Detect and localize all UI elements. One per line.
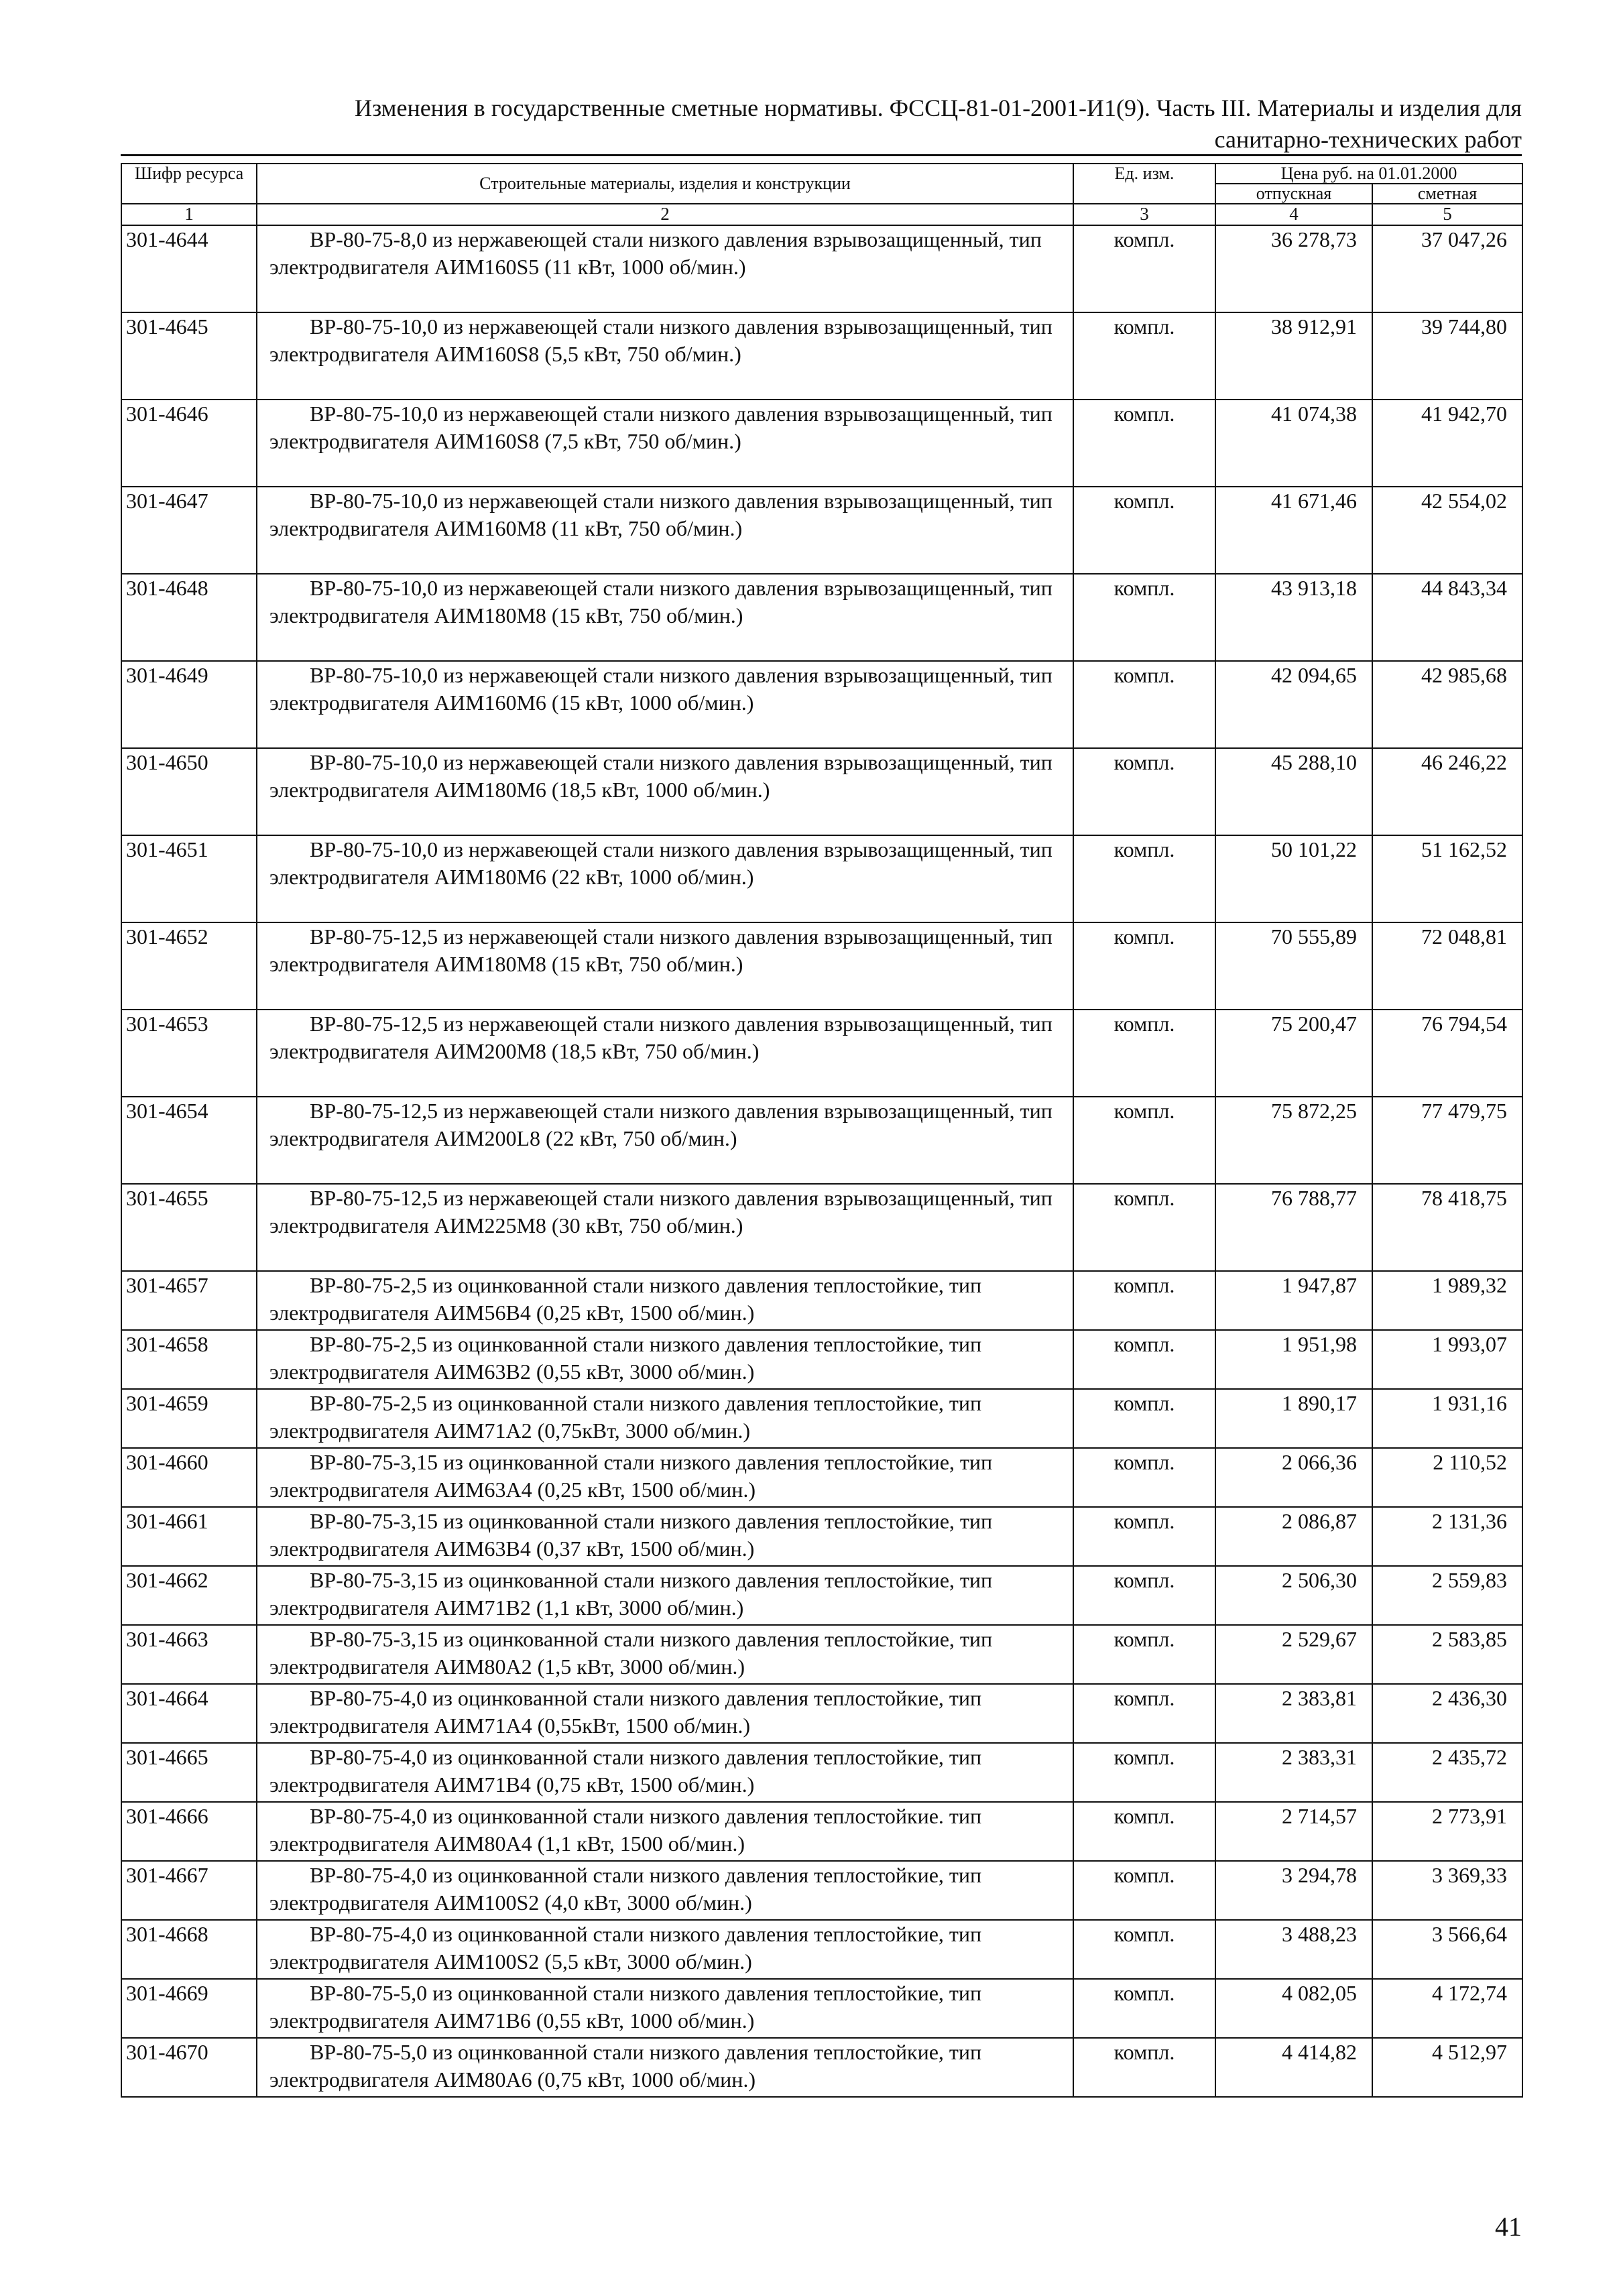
unit-cell: компл. <box>1073 312 1215 400</box>
table-row <box>121 1979 1522 2038</box>
resource-code-cell: 301-4645 <box>121 312 257 400</box>
release-price-cell: 4 082,05 <box>1215 1979 1372 2038</box>
material-name-cell: ВР-80-75-4,0 из оцинкованной стали низкого давления теплостойкие, тип электродвигателя АИМ71В4 (0,75 кВт, 1500 об/мин.) <box>257 1743 1073 1802</box>
material-name-cell: ВР-80-75-10,0 из нержавеющей стали низкого давления взрывозащищенный, тип электродвигателя АИМ180М6 (22 кВт, 1000 об/мин.) <box>257 835 1073 922</box>
estimate-price-cell: 78 418,75 <box>1372 1184 1522 1271</box>
release-price-cell: 2 086,87 <box>1215 1507 1372 1566</box>
estimate-price-cell: 3 369,33 <box>1372 1861 1522 1920</box>
release-price-cell: 70 555,89 <box>1215 922 1372 1010</box>
resource-code-cell: 301-4659 <box>121 1389 257 1448</box>
column-header-code: Шифр ресурса <box>121 164 257 204</box>
release-price-cell: 1 951,98 <box>1215 1330 1372 1389</box>
table-row <box>121 1448 1522 1507</box>
column-number-5: 5 <box>1372 204 1522 225</box>
material-name-cell: ВР-80-75-10,0 из нержавеющей стали низкого давления взрывозащищенный, тип электродвигателя АИМ160S8 (7,5 кВт, 750 об/мин.) <box>257 400 1073 487</box>
column-header-estimate-price: сметная <box>1372 184 1522 204</box>
material-name-cell: ВР-80-75-3,15 из оцинкованной стали низкого давления теплостойкие, тип электродвигателя АИМ71В2 (1,1 кВт, 3000 об/мин.) <box>257 1566 1073 1625</box>
unit-cell: компл. <box>1073 574 1215 661</box>
estimate-price-cell: 41 942,70 <box>1372 400 1522 487</box>
material-name-cell: ВР-80-75-10,0 из нержавеющей стали низкого давления взрывозащищенный, тип электродвигателя АИМ160М8 (11 кВт, 750 об/мин.) <box>257 487 1073 574</box>
resource-code-cell: 301-4664 <box>121 1684 257 1743</box>
release-price-cell: 45 288,10 <box>1215 748 1372 835</box>
resource-code-cell: 301-4654 <box>121 1097 257 1184</box>
estimate-price-cell: 1 931,16 <box>1372 1389 1522 1448</box>
table-row <box>121 1861 1522 1920</box>
unit-cell: компл. <box>1073 2038 1215 2097</box>
unit-cell: компл. <box>1073 1184 1215 1271</box>
unit-cell: компл. <box>1073 1802 1215 1861</box>
resource-code-cell: 301-4670 <box>121 2038 257 2097</box>
resource-code-cell: 301-4648 <box>121 574 257 661</box>
column-header-release-price: отпускная <box>1215 184 1372 204</box>
resource-code-cell: 301-4647 <box>121 487 257 574</box>
estimate-price-cell: 76 794,54 <box>1372 1010 1522 1097</box>
document-title-line-1: Изменения в государственные сметные нормативы. ФССЦ-81-01-2001-И1(9). Часть III. Материалы и изделия для <box>354 95 1522 121</box>
table-row <box>121 1566 1522 1625</box>
column-number-1: 1 <box>121 204 257 225</box>
estimate-price-cell: 3 566,64 <box>1372 1920 1522 1979</box>
table-row <box>121 1184 1522 1271</box>
release-price-cell: 41 074,38 <box>1215 400 1372 487</box>
table-row <box>121 661 1522 748</box>
release-price-cell: 2 714,57 <box>1215 1802 1372 1861</box>
resource-code-cell: 301-4662 <box>121 1566 257 1625</box>
column-header-price-group: Цена руб. на 01.01.2000 <box>1215 164 1522 184</box>
estimate-price-cell: 42 554,02 <box>1372 487 1522 574</box>
release-price-cell: 2 383,31 <box>1215 1743 1372 1802</box>
resource-code-cell: 301-4649 <box>121 661 257 748</box>
release-price-cell: 3 294,78 <box>1215 1861 1372 1920</box>
release-price-cell: 2 506,30 <box>1215 1566 1372 1625</box>
table-row <box>121 1389 1522 1448</box>
unit-cell: компл. <box>1073 225 1215 312</box>
unit-cell: компл. <box>1073 1566 1215 1625</box>
resource-code-cell: 301-4655 <box>121 1184 257 1271</box>
unit-cell: компл. <box>1073 400 1215 487</box>
estimate-price-cell: 2 773,91 <box>1372 1802 1522 1861</box>
unit-cell: компл. <box>1073 487 1215 574</box>
unit-cell: компл. <box>1073 1979 1215 2038</box>
material-name-cell: ВР-80-75-3,15 из оцинкованной стали низкого давления теплостойкие, тип электродвигателя АИМ63В4 (0,37 кВт, 1500 об/мин.) <box>257 1507 1073 1566</box>
price-table <box>121 163 1523 2098</box>
estimate-price-cell: 44 843,34 <box>1372 574 1522 661</box>
estimate-price-cell: 39 744,80 <box>1372 312 1522 400</box>
material-name-cell: ВР-80-75-12,5 из нержавеющей стали низкого давления взрывозащищенный, тип электродвигателя АИМ200L8 (22 кВт, 750 об/мин.) <box>257 1097 1073 1184</box>
estimate-price-cell: 2 131,36 <box>1372 1507 1522 1566</box>
table-body <box>121 225 1522 2097</box>
resource-code-cell: 301-4668 <box>121 1920 257 1979</box>
table-row <box>121 312 1522 400</box>
resource-code-cell: 301-4665 <box>121 1743 257 1802</box>
table-row <box>121 574 1522 661</box>
material-name-cell: ВР-80-75-2,5 из оцинкованной стали низкого давления теплостойкие, тип электродвигателя АИМ63В2 (0,55 кВт, 3000 об/мин.) <box>257 1330 1073 1389</box>
material-name-cell: ВР-80-75-2,5 из оцинкованной стали низкого давления теплостойкие, тип электродвигателя АИМ71А2 (0,75кВт, 3000 об/мин.) <box>257 1389 1073 1448</box>
material-name-cell: ВР-80-75-12,5 из нержавеющей стали низкого давления взрывозащищенный, тип электродвигателя АИМ200М8 (18,5 кВт, 750 об/мин.) <box>257 1010 1073 1097</box>
release-price-cell: 42 094,65 <box>1215 661 1372 748</box>
column-number-4: 4 <box>1215 204 1372 225</box>
release-price-cell: 75 200,47 <box>1215 1010 1372 1097</box>
unit-cell: компл. <box>1073 835 1215 922</box>
material-name-cell: ВР-80-75-3,15 из оцинкованной стали низкого давления теплостойкие, тип электродвигателя АИМ63А4 (0,25 кВт, 1500 об/мин.) <box>257 1448 1073 1507</box>
column-number-2: 2 <box>257 204 1073 225</box>
table-row <box>121 2038 1522 2097</box>
table-row <box>121 1920 1522 1979</box>
unit-cell: компл. <box>1073 1507 1215 1566</box>
table-row <box>121 1010 1522 1097</box>
header-rule <box>121 154 1522 156</box>
unit-cell: компл. <box>1073 1684 1215 1743</box>
estimate-price-cell: 2 435,72 <box>1372 1743 1522 1802</box>
table-row <box>121 400 1522 487</box>
table-row <box>121 1507 1522 1566</box>
table-row <box>121 1271 1522 1330</box>
page-number: 41 <box>1495 2212 1522 2242</box>
table-row <box>121 487 1522 574</box>
estimate-price-cell: 4 172,74 <box>1372 1979 1522 2038</box>
resource-code-cell: 301-4669 <box>121 1979 257 2038</box>
material-name-cell: ВР-80-75-12,5 из нержавеющей стали низкого давления взрывозащищенный, тип электродвигателя АИМ225М8 (30 кВт, 750 об/мин.) <box>257 1184 1073 1271</box>
material-name-cell: ВР-80-75-5,0 из оцинкованной стали низкого давления теплостойкие, тип электродвигателя АИМ80А6 (0,75 кВт, 1000 об/мин.) <box>257 2038 1073 2097</box>
release-price-cell: 41 671,46 <box>1215 487 1372 574</box>
estimate-price-cell: 2 559,83 <box>1372 1566 1522 1625</box>
table-row <box>121 1684 1522 1743</box>
table-row <box>121 1330 1522 1389</box>
table-row <box>121 922 1522 1010</box>
unit-cell: компл. <box>1073 661 1215 748</box>
estimate-price-cell: 37 047,26 <box>1372 225 1522 312</box>
estimate-price-cell: 46 246,22 <box>1372 748 1522 835</box>
release-price-cell: 1 947,87 <box>1215 1271 1372 1330</box>
unit-cell: компл. <box>1073 1010 1215 1097</box>
column-number-3: 3 <box>1073 204 1215 225</box>
resource-code-cell: 301-4653 <box>121 1010 257 1097</box>
unit-cell: компл. <box>1073 1389 1215 1448</box>
material-name-cell: ВР-80-75-2,5 из оцинкованной стали низкого давления теплостойкие, тип электродвигателя АИМ56В4 (0,25 кВт, 1500 об/мин.) <box>257 1271 1073 1330</box>
estimate-price-cell: 2 583,85 <box>1372 1625 1522 1684</box>
release-price-cell: 36 278,73 <box>1215 225 1372 312</box>
estimate-price-cell: 51 162,52 <box>1372 835 1522 922</box>
estimate-price-cell: 77 479,75 <box>1372 1097 1522 1184</box>
resource-code-cell: 301-4650 <box>121 748 257 835</box>
unit-cell: компл. <box>1073 922 1215 1010</box>
resource-code-cell: 301-4644 <box>121 225 257 312</box>
material-name-cell: ВР-80-75-10,0 из нержавеющей стали низкого давления взрывозащищенный, тип электродвигателя АИМ180М6 (18,5 кВт, 1000 об/мин.) <box>257 748 1073 835</box>
table-row <box>121 1097 1522 1184</box>
release-price-cell: 76 788,77 <box>1215 1184 1372 1271</box>
release-price-cell: 43 913,18 <box>1215 574 1372 661</box>
material-name-cell: ВР-80-75-8,0 из нержавеющей стали низкого давления взрывозащищенный, тип электродвигателя АИМ160S5 (11 кВт, 1000 об/мин.) <box>257 225 1073 312</box>
material-name-cell: ВР-80-75-12,5 из нержавеющей стали низкого давления взрывозащищенный, тип электродвигателя АИМ180М8 (15 кВт, 750 об/мин.) <box>257 922 1073 1010</box>
table-row <box>121 1802 1522 1861</box>
document-header <box>121 93 1522 156</box>
column-header-name: Строительные материалы, изделия и конструкции <box>257 164 1073 204</box>
estimate-price-cell: 72 048,81 <box>1372 922 1522 1010</box>
unit-cell: компл. <box>1073 748 1215 835</box>
release-price-cell: 2 529,67 <box>1215 1625 1372 1684</box>
unit-cell: компл. <box>1073 1271 1215 1330</box>
material-name-cell: ВР-80-75-4,0 из оцинкованной стали низкого давления теплостойкие, тип электродвигателя АИМ100S2 (4,0 кВт, 3000 об/мин.) <box>257 1861 1073 1920</box>
unit-cell: компл. <box>1073 1743 1215 1802</box>
unit-cell: компл. <box>1073 1448 1215 1507</box>
material-name-cell: ВР-80-75-10,0 из нержавеющей стали низкого давления взрывозащищенный, тип электродвигателя АИМ160М6 (15 кВт, 1000 об/мин.) <box>257 661 1073 748</box>
table-row <box>121 748 1522 835</box>
resource-code-cell: 301-4646 <box>121 400 257 487</box>
release-price-cell: 75 872,25 <box>1215 1097 1372 1184</box>
estimate-price-cell: 4 512,97 <box>1372 2038 1522 2097</box>
unit-cell: компл. <box>1073 1861 1215 1920</box>
table-row <box>121 835 1522 922</box>
material-name-cell: ВР-80-75-4,0 из оцинкованной стали низкого давления теплостойкие, тип электродвигателя АИМ100S2 (5,5 кВт, 3000 об/мин.) <box>257 1920 1073 1979</box>
release-price-cell: 4 414,82 <box>1215 2038 1372 2097</box>
table-row <box>121 1743 1522 1802</box>
resource-code-cell: 301-4657 <box>121 1271 257 1330</box>
material-name-cell: ВР-80-75-5,0 из оцинкованной стали низкого давления теплостойкие, тип электродвигателя АИМ71В6 (0,55 кВт, 1000 об/мин.) <box>257 1979 1073 2038</box>
estimate-price-cell: 42 985,68 <box>1372 661 1522 748</box>
estimate-price-cell: 2 436,30 <box>1372 1684 1522 1743</box>
unit-cell: компл. <box>1073 1920 1215 1979</box>
material-name-cell: ВР-80-75-4,0 из оцинкованной стали низкого давления теплостойкие. тип электродвигателя АИМ80А4 (1,1 кВт, 1500 об/мин.) <box>257 1802 1073 1861</box>
column-header-unit: Ед. изм. <box>1073 164 1215 204</box>
resource-code-cell: 301-4651 <box>121 835 257 922</box>
unit-cell: компл. <box>1073 1625 1215 1684</box>
document-title-line-2: санитарно-технических работ <box>1214 126 1522 153</box>
resource-code-cell: 301-4663 <box>121 1625 257 1684</box>
release-price-cell: 2 066,36 <box>1215 1448 1372 1507</box>
resource-code-cell: 301-4660 <box>121 1448 257 1507</box>
material-name-cell: ВР-80-75-4,0 из оцинкованной стали низкого давления теплостойкие, тип электродвигателя АИМ71А4 (0,55кВт, 1500 об/мин.) <box>257 1684 1073 1743</box>
table-row <box>121 1625 1522 1684</box>
release-price-cell: 38 912,91 <box>1215 312 1372 400</box>
release-price-cell: 3 488,23 <box>1215 1920 1372 1979</box>
material-name-cell: ВР-80-75-10,0 из нержавеющей стали низкого давления взрывозащищенный, тип электродвигателя АИМ160S8 (5,5 кВт, 750 об/мин.) <box>257 312 1073 400</box>
unit-cell: компл. <box>1073 1097 1215 1184</box>
release-price-cell: 50 101,22 <box>1215 835 1372 922</box>
release-price-cell: 1 890,17 <box>1215 1389 1372 1448</box>
release-price-cell: 2 383,81 <box>1215 1684 1372 1743</box>
estimate-price-cell: 1 993,07 <box>1372 1330 1522 1389</box>
resource-code-cell: 301-4652 <box>121 922 257 1010</box>
unit-cell: компл. <box>1073 1330 1215 1389</box>
estimate-price-cell: 1 989,32 <box>1372 1271 1522 1330</box>
estimate-price-cell: 2 110,52 <box>1372 1448 1522 1507</box>
resource-code-cell: 301-4661 <box>121 1507 257 1566</box>
table-row <box>121 225 1522 312</box>
material-name-cell: ВР-80-75-10,0 из нержавеющей стали низкого давления взрывозащищенный, тип электродвигателя АИМ180М8 (15 кВт, 750 об/мин.) <box>257 574 1073 661</box>
resource-code-cell: 301-4658 <box>121 1330 257 1389</box>
resource-code-cell: 301-4667 <box>121 1861 257 1920</box>
material-name-cell: ВР-80-75-3,15 из оцинкованной стали низкого давления теплостойкие, тип электродвигателя АИМ80А2 (1,5 кВт, 3000 об/мин.) <box>257 1625 1073 1684</box>
resource-code-cell: 301-4666 <box>121 1802 257 1861</box>
